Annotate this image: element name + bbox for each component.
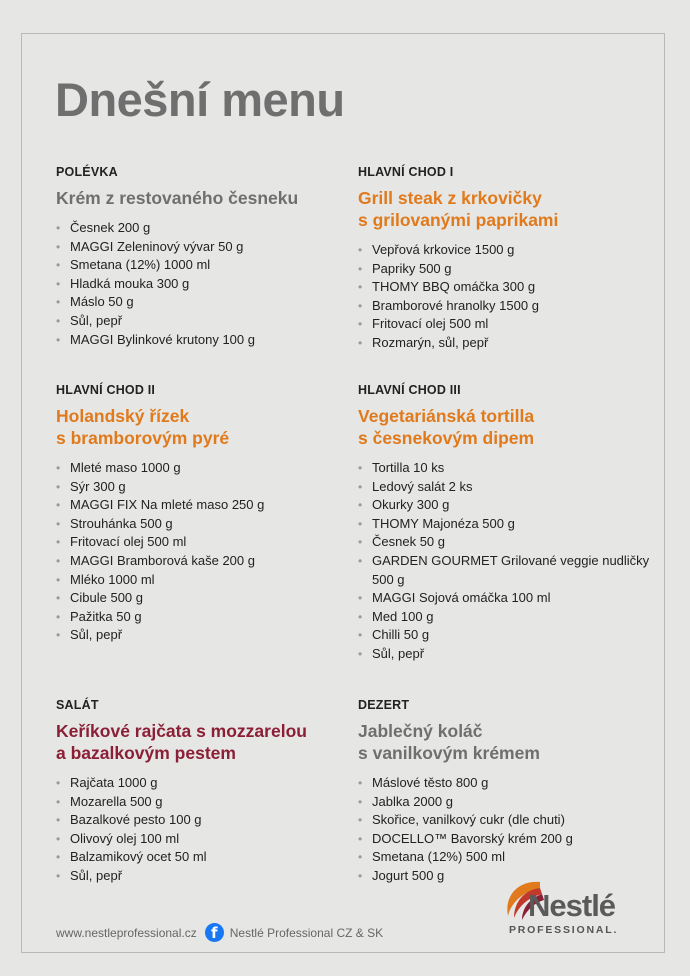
ingredient-list: [358, 459, 658, 664]
ingredient-item: • Pažitka 50 g: [56, 608, 356, 627]
ingredient-item: • Balzamikový ocet 50 ml: [56, 848, 356, 867]
category-heading: DEZERT: [358, 698, 410, 712]
section-salad: [56, 698, 356, 886]
ingredient-item: • Papriky 500 g: [358, 260, 658, 279]
ingredient-item: • MAGGI Zeleninový vývar 50 g: [56, 238, 356, 257]
category-heading: SALÁT: [56, 698, 99, 712]
section-dessert: [358, 698, 658, 886]
ingredient-list: [56, 774, 356, 886]
ingredient-item: • Chilli 50 g: [358, 626, 658, 645]
dish-name: Grill steak z krkovičky s grilovanými paprikami: [358, 188, 559, 230]
ingredient-item: • Vepřová krkovice 1500 g: [358, 241, 658, 260]
ingredient-list: [358, 774, 658, 886]
category-heading: HLAVNÍ CHOD III: [358, 383, 461, 397]
ingredient-item: • Sůl, pepř: [358, 645, 658, 664]
ingredient-item: • THOMY BBQ omáčka 300 g: [358, 278, 658, 297]
ingredient-item: • Jogurt 500 g: [358, 867, 658, 886]
category-heading: HLAVNÍ CHOD I: [358, 165, 454, 179]
section-main-course-3: [358, 383, 658, 664]
ingredient-item: • MAGGI Sojová omáčka 100 ml: [358, 589, 658, 608]
dish-name: Vegetariánská tortilla s česnekovým dipem: [358, 406, 535, 448]
ingredient-item: • Rajčata 1000 g: [56, 774, 356, 793]
ingredient-item: • Máslo 50 g: [56, 293, 356, 312]
ingredient-item: • Mozarella 500 g: [56, 793, 356, 812]
ingredient-item: • Okurky 300 g: [358, 496, 658, 515]
ingredient-item: • THOMY Majonéza 500 g: [358, 515, 658, 534]
ingredient-list: [56, 219, 356, 349]
ingredient-item: • GARDEN GOURMET Grilované veggie nudličky 500 g: [358, 552, 658, 589]
ingredient-item: • Skořice, vanilkový cukr (dle chuti): [358, 811, 658, 830]
ingredient-item: • Tortilla 10 ks: [358, 459, 658, 478]
section-main-course-2: [56, 383, 356, 645]
ingredient-item: • DOCELLO™ Bavorský krém 200 g: [358, 830, 658, 849]
category-heading: HLAVNÍ CHOD II: [56, 383, 156, 397]
ingredient-item: • Sůl, pepř: [56, 312, 356, 331]
ingredient-item: • Fritovací olej 500 ml: [56, 533, 356, 552]
ingredient-item: • Strouhánka 500 g: [56, 515, 356, 534]
dish-name: Keříkové rajčata s mozzarelou a bazalkovým pestem: [56, 721, 307, 763]
ingredient-item: • Mleté maso 1000 g: [56, 459, 356, 478]
ingredient-item: • Fritovací olej 500 ml: [358, 315, 658, 334]
ingredient-item: • Česnek 200 g: [56, 219, 356, 238]
ingredient-item: • Jablka 2000 g: [358, 793, 658, 812]
ingredient-item: • Smetana (12%) 1000 ml: [56, 256, 356, 275]
ingredient-item: • Olivový olej 100 ml: [56, 830, 356, 849]
ingredient-item: • Ledový salát 2 ks: [358, 478, 658, 497]
ingredient-list: [358, 241, 658, 353]
ingredient-item: • Rozmarýn, sůl, pepř: [358, 334, 658, 353]
ingredient-item: • Sůl, pepř: [56, 867, 356, 886]
dish-name: Krém z restovaného česneku: [56, 188, 299, 208]
ingredient-item: • Sýr 300 g: [56, 478, 356, 497]
facebook-label[interactable]: Nestlé Professional CZ & SK: [229, 925, 384, 940]
nestle-professional-logo: [500, 872, 640, 942]
ingredient-item: • Med 100 g: [358, 608, 658, 627]
ingredient-item: • Máslové těsto 800 g: [358, 774, 658, 793]
ingredient-item: • MAGGI FIX Na mleté maso 250 g: [56, 496, 356, 515]
ingredient-item: • Cibule 500 g: [56, 589, 356, 608]
ingredient-item: • Hladká mouka 300 g: [56, 275, 356, 294]
dish-name: Holandský řízek s bramborovým pyré: [56, 406, 230, 448]
ingredient-item: • Bazalkové pesto 100 g: [56, 811, 356, 830]
logo-name: Nestlé: [528, 888, 616, 923]
section-main-course-1: [358, 165, 658, 353]
section-soup: [56, 165, 356, 349]
ingredient-item: • Mléko 1000 ml: [56, 571, 356, 590]
ingredient-item: • Česnek 50 g: [358, 533, 658, 552]
website-link[interactable]: www.nestleprofessional.cz: [56, 925, 197, 940]
ingredient-item: • MAGGI Bramborová kaše 200 g: [56, 552, 356, 571]
dish-name: Jablečný koláč s vanilkovým krémem: [358, 721, 540, 763]
category-heading: POLÉVKA: [56, 165, 118, 179]
ingredient-item: • Bramborové hranolky 1500 g: [358, 297, 658, 316]
footer: [56, 923, 383, 942]
facebook-icon[interactable]: f: [205, 923, 224, 942]
ingredient-item: • MAGGI Bylinkové krutony 100 g: [56, 331, 356, 350]
logo-subtitle: PROFESSIONAL.: [509, 924, 619, 936]
ingredient-list: [56, 459, 356, 645]
ingredient-item: • Smetana (12%) 500 ml: [358, 848, 658, 867]
page-title: Dnešní menu: [55, 73, 345, 126]
ingredient-item: • Sůl, pepř: [56, 626, 356, 645]
